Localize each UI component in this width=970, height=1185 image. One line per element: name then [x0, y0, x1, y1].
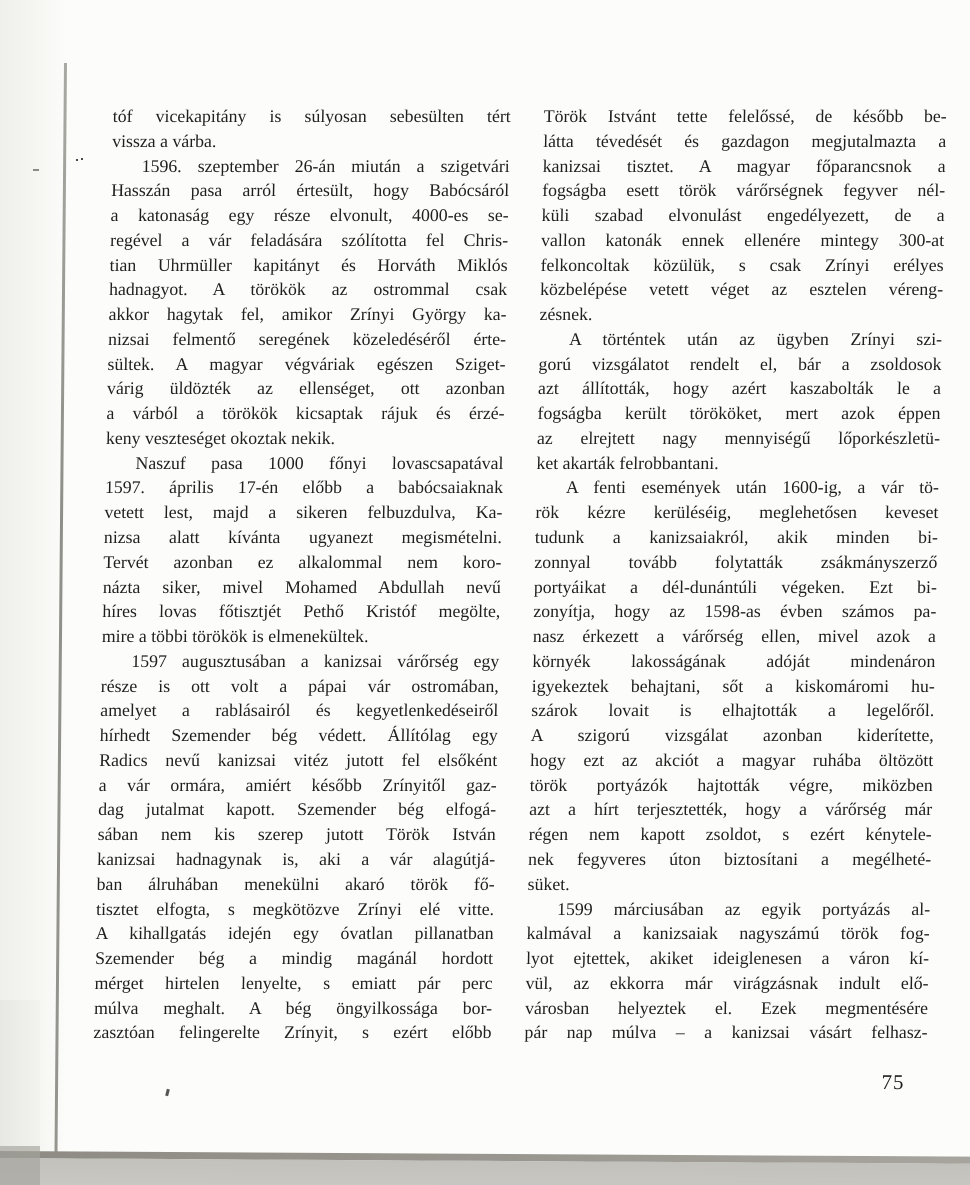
text-line: Naszuf pasa 1000 főnyi lovascsapatával — [135, 452, 504, 473]
text-line: hírhedt Szemender bég védett. Állítólag egy — [99, 725, 498, 746]
text-line: kanizsai tisztet. A magyar főparancsnok a — [542, 155, 946, 176]
text-line: tian Uhrmüller kapitányt és Horváth Miklós — [109, 254, 508, 275]
text-line: hadnagyot. A törökök az ostrommal csak — [108, 279, 508, 300]
text-line: sában nem kis szerep jutott Török István — [97, 824, 496, 845]
text-line: a vár ormára, amiért később Zrínyitől gaz- — [98, 774, 497, 795]
text-line: vetett lest, majd a sikeren felbuzdulva, Ka- — [104, 502, 503, 523]
text-line: fogságba került törököket, mert azok éppen — [537, 403, 941, 424]
text-line: 1597 augusztusában a kanizsai várőrség egy — [131, 650, 500, 671]
text-line: ban álruhában menekülni akaró török fő- — [96, 873, 495, 894]
text-line: környék lakosságának adóját mindenáron — [532, 650, 936, 671]
text-line: A fenti események után 1600-ig, a vár tö- — [565, 477, 940, 498]
text-line: része is ott volt a pápai vár ostromában, — [100, 675, 500, 696]
text-line: Tervét azonban ez alkalommal nem koro- — [103, 551, 502, 572]
text-line: zonyítja, hogy az 1598-as évben számos pa- — [533, 601, 937, 622]
text-line: azt állították, hogy azért kaszabolták le a — [537, 378, 942, 399]
page-text-block — [92, 104, 949, 1104]
text-line: sültek. A magyar végváriak egészen Sziget- — [107, 353, 506, 374]
scan-speck-dot — [81, 158, 83, 160]
text-line: a katonaság egy része elvonult, 4000-es se- — [110, 205, 509, 226]
text-line: 1597. április 17-én előbb a babócsaiaknak — [104, 477, 504, 498]
text-line: múlva meghalt. A bég öngyilkossága bor- — [93, 997, 493, 1018]
text-line: kanizsai hadnagynak is, aki a vár alagútjá- — [96, 848, 496, 869]
text-line: török portyázók hajtották végre, miközben — [529, 774, 933, 795]
text-column-left — [93, 104, 511, 1045]
text-line: dag jutalmat kapott. Szemender bég elfogá- — [98, 799, 497, 820]
text-line: A szigorú vizsgálat azonban kiderítette, — [530, 725, 934, 746]
text-line: szárok lovait is elhajtották a legelőről. — [531, 700, 935, 721]
text-line: A kihallgatás idején egy óvatlan pillanatban — [95, 923, 494, 944]
text-line: regével a vár feladására szólította fel Chris- — [109, 229, 509, 250]
text-line: vül, az ekkorra már virágzásnak indult elő- — [525, 972, 929, 993]
text-line: ket akarták felrobbantani. — [536, 452, 719, 473]
text-line: mérget hirtelen lenyelte, s emiatt pár perc — [94, 972, 493, 993]
text-line: régen nem kapott zsoldot, s ezért kénytele- — [528, 824, 932, 845]
text-line: azt a hírt terjesztették, hogy a várőrség már — [529, 799, 933, 820]
text-line: zonnyal tovább folytatták zsákmányszerző — [534, 551, 938, 572]
text-line: A történtek után az ügyben Zrínyi szi- — [568, 328, 943, 349]
text-line: Török Istvánt tette felelőssé, de később be- — [543, 106, 947, 126]
text-line: tóf vicekapitány is súlyosan sebesülten tért — [112, 106, 511, 126]
text-line: pár nap múlva – a kanizsai vásárt felhasz- — [524, 1022, 928, 1043]
text-line: nasz érkezett a várőrség ellen, mivel azok a — [532, 626, 937, 647]
text-line: várig üldözték az ellenséget, ott azonban — [106, 378, 506, 399]
book-bottom-edge — [0, 1151, 970, 1185]
text-line: híres lovas főtisztjét Pethő Kristóf megölte, — [102, 601, 501, 622]
text-column-right — [524, 104, 947, 1045]
text-line: Szemender bég a mindig magánál hordott — [94, 948, 494, 969]
text-line: Radics nevű kanizsai vitéz jutott fel elsőként — [99, 749, 498, 770]
text-line: küli szabad elvonulást engedélyezett, de a — [541, 205, 945, 226]
text-line: lyot ejtettek, akiket ideiglenesen a váron kí- — [525, 948, 930, 969]
text-line: tudunk a kanizsaiakról, akik minden bi- — [534, 527, 939, 548]
text-line: az elrejtett nagy mennyiségű lőporkészletü- — [536, 427, 941, 448]
page-number: 75 — [881, 1070, 905, 1094]
text-line: gorú vizsgálatot rendelt el, bár a zsoldosok — [538, 353, 942, 374]
text-line: vissza a várba. — [112, 130, 217, 151]
scan-speck-dash — [33, 169, 39, 171]
text-line: 1596. szeptember 26-án miután a szigetvári — [141, 155, 510, 176]
text-line: akkor hagytak fel, amikor Zrínyi György ka- — [108, 304, 507, 325]
text-line: nizsa alatt kívánta ugyanezt megismételni. — [103, 527, 503, 548]
text-line: tisztet elfogta, s megkötözve Zrínyi elé vitte. — [95, 898, 495, 919]
text-line: Hasszán pasa arról értesült, hogy Babócsáról — [110, 180, 510, 201]
text-line: zésnek. — [539, 304, 593, 325]
text-line: fogságba esett török várőrségnek fegyver nél- — [541, 180, 946, 201]
text-line: süket. — [527, 873, 570, 894]
text-line: igyekeztek behajtani, sőt a kiskomáromi hu- — [531, 675, 936, 696]
text-line: názta siker, mivel Mohamed Abdullah nevű — [102, 576, 502, 597]
page-left-margin-shade-inner — [0, 1000, 40, 1158]
book-edge-corner — [0, 1146, 40, 1185]
text-line: vallon katonák ennek ellenére mintegy 300-at — [540, 229, 945, 250]
page-left-margin-shade — [0, 0, 64, 1158]
text-line: kalmával a kanizsaiak nagyszámú török fog- — [526, 923, 930, 944]
text-line: 1599 márciusában az egyik portyázás al- — [556, 898, 931, 919]
text-line: keny veszteséget okoztak nekik. — [105, 427, 336, 448]
text-line: felkoncoltak közülük, s csak Zrínyi erélyes — [540, 254, 944, 275]
text-line: rök kézre kerüléséig, meglehetősen keveset — [535, 502, 939, 523]
text-line: zasztóan felingerelte Zrínyit, s ezért előbb — [93, 1022, 492, 1043]
book-edge-band — [0, 1158, 970, 1185]
text-line: portyáikat a dél-dunántúli végeken. Ezt bi- — [533, 576, 938, 597]
text-line: mire a többi törökök is elmenekültek. — [101, 626, 369, 647]
text-line: látta tévedését és gazdagon megjutalmazta a — [543, 130, 947, 151]
text-line: a várból a törökök kicsaptak rájuk és érzé- — [106, 403, 505, 424]
text-line: nek fegyveres úton biztosítani a megélheté- — [527, 848, 932, 869]
scan-speck-dot — [76, 159, 78, 161]
text-line: nizsai felmentő seregének közeledéséről érte- — [107, 328, 507, 349]
text-line: városban helyeztek el. Ezek megmentésére — [524, 997, 929, 1018]
text-line: hogy ezt az akciót a magyar ruhába öltözött — [530, 749, 934, 770]
text-line: közbelépése vetett véget az esztelen véreng- — [539, 279, 944, 300]
text-line: amelyet a rablásairól és kegyetlenkedéseiről — [100, 700, 499, 721]
